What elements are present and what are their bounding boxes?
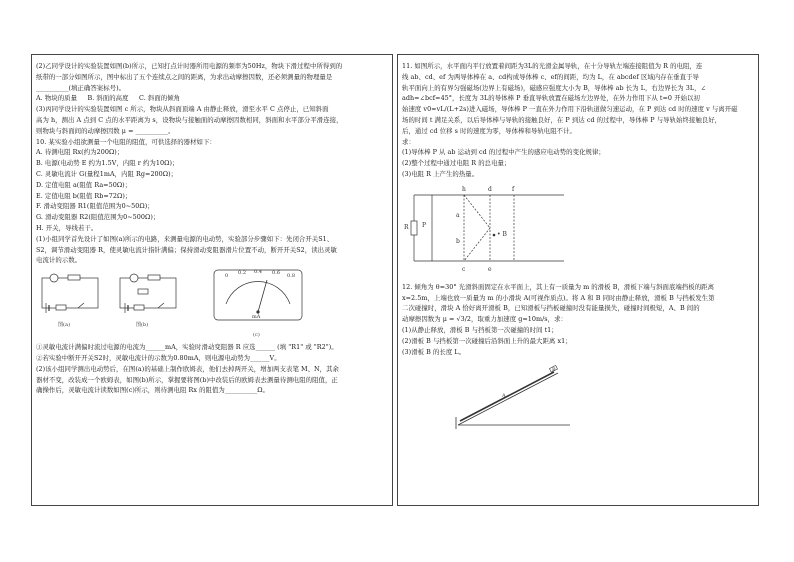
q12-line1: 12. 倾角为 θ=30° 光滑斜面固定在水平面上，其上有一质量为 m 的滑板 B，滑板下端与斜面底端挡板的距离 [402, 282, 715, 291]
label-B: • B [497, 230, 508, 238]
q10-item-b: B. 电源(电动势 E 约为1.5V，内阻 r 约为10Ω)； [36, 159, 179, 168]
dial-tick-0: 0 [225, 273, 229, 280]
q11-ask3: (3)电阻 R 上产生的热量。 [402, 169, 479, 178]
left-column [36, 61, 388, 396]
q11-line7: 后，通过 cd 位移 s 时的速度为零，导体棒和导轨电阻不计。 [402, 126, 576, 135]
q9-part3-line2: 高为 h，测出 A 点到 C 点的水平距离为 s，设物块与接触面的动摩擦因数相同，斜面和水平部分平滑连接， [36, 115, 343, 124]
q11-line3: 轨平面向上的有界匀强磁场(边界上有磁场)，磁感应强度大小为 B，导体棒 ab 长为 L，右边界长为 3L，∠ [402, 83, 706, 92]
q12-ask2: (2)滑板 B 与挡板第一次碰撞后沿斜面上升的最大距离 x1； [402, 336, 572, 345]
q10-stem: 10. 某实验小组欲测量一个电阻的阻值，可供选择的器材如下： [36, 137, 216, 146]
q9-part2-line2: 纸带的一部分如图所示，图中标出了五个连续点之间的距离，为求出动摩擦因数，还必须测量的物理量是 [36, 72, 333, 81]
dial-tick-4: 0.8 [287, 273, 296, 280]
circuit-diagram-b [116, 272, 180, 318]
q10-sub1: ①灵敏电流计满偏时流过电源的电流为______mA，实验时滑动变阻器 R 应选______ (填 "R1" 或 "R2")。 [36, 343, 338, 352]
label-a: a [456, 211, 460, 219]
q10-item-e: E. 定值电阻 b(阻值 Rb=72Ω)； [36, 191, 132, 200]
q9-part2-line1: (2)乙同学设计的实验装置如图(b)所示，已知打点计时器所用电源的频率为50Hz，物块下滑过程中所得到的 [36, 62, 343, 70]
q9-options: A. 物块的质量 B. 斜面的高度 C. 斜面的倾角 [36, 94, 181, 103]
dial-unit: mA [252, 314, 261, 321]
label-e: e [488, 265, 492, 273]
q12-incline-figure [402, 361, 754, 433]
q12-line2: x=2.5m，上端也放一质量为 m 的小滑块 A(可视作质点)。将 A 和 B 同时由静止释放，滑板 B 与挡板发生第 [402, 293, 715, 302]
q10-item-c: C. 灵敏电流计 G(量程1mA，内阻 Rg=200Ω)； [36, 169, 178, 178]
label-R: R [404, 223, 409, 231]
label-b: b [456, 237, 460, 245]
q10-item-g: G. 滑动变阻器 R2(阻值范围为0~500Ω)； [36, 213, 160, 222]
q12-line3: 二次碰撞时，滑块 A 恰好离开滑板 B，已知滑板与挡板碰撞时没有能量损失，碰撞时间极短，A、B 间的 [402, 304, 700, 313]
q10-figures [36, 268, 388, 338]
q11-line4: adh=∠bcf=45°，长度为 3L的导体棒 P 垂直导轨放置在磁场左边界处，在外力作用下从 t=0 开始以初 [402, 94, 700, 103]
q12-ask3: (3)滑板 B 的长度 L。 [402, 347, 466, 356]
label-d: d [488, 185, 492, 193]
q10-part2-line3: 确操作后，灵敏电流计读数如图(c)所示，则待测电阻 Rx 的阻值为__________Ω。 [36, 386, 270, 395]
dial-tick-1: 0.2 [238, 270, 247, 277]
figure-a-caption: 图(a) [58, 322, 71, 329]
dial-tick-3: 0.6 [272, 270, 281, 277]
q11-line6: 场的时间 t 满足关系，以后导体棒与导轨的接触良好，在 P 到达 cd 的过程中，导体棒 P 与导轨始终接触良好， [402, 115, 722, 124]
label-P: P [422, 221, 427, 229]
q11-ask1: (1)导体棒 P 从 ab 运动到 cd 的过程中产生的感应电动势的变化规律； [402, 148, 605, 157]
q11-line5: 始速度 v0=vL/(L+2s)进入磁场，导体棒 P 一直在外力作用下沿轨道做匀速运动，在 P 到达 cd 时的速度 v 与离开磁 [402, 105, 738, 114]
circuit-diagram-a [38, 272, 102, 318]
figure-b-caption: 图(b) [136, 322, 149, 329]
q11-ask2: (2)整个过程中通过电阻 R 的总电量； [402, 159, 511, 168]
q10-part1-line3: 电流计的示数。 [36, 256, 82, 265]
q10-item-f: F. 滑动变阻器 R1(阻值范围为0~50Ω)； [36, 202, 154, 211]
dial-tick-2: 0.4 [254, 269, 263, 276]
label-h: h [462, 185, 466, 193]
q9-part3-line1: (3)丙同学设计的实验装置如图 c 所示，物块从斜面顶端 A 由静止释放，滑至水平 C 点停止，已知斜面 [36, 105, 329, 114]
q11-line1: 11. 如图所示，水平面内平行放置着间距为3L的光滑金属导轨，在十分导轨左端连接阻值为 R 的电阻，连 [402, 62, 703, 70]
q10-part2-line2: 器材不变，改装成一个欧姆表，如图(b)所示，掌握要将图(b)中改装后的欧姆表去测量待测电阻的阻值，正 [36, 375, 338, 384]
q12-ask1: (1)从静止释放，滑板 B 与挡板第一次碰撞的时间 t1； [402, 325, 558, 334]
incline-label-A: A [502, 393, 506, 400]
incline-diagram [454, 361, 574, 431]
q10-part1-line1: (1)小组同学首先设计了如图(a)所示的电路，来测量电源的电动势，实验部分步骤如下：先闭合开关S1、 [36, 234, 334, 243]
incline-label-B: B [552, 367, 556, 374]
q11-line9: 求： [402, 137, 415, 146]
label-c: c [462, 265, 466, 273]
q11-line2: 线 ab、cd、ef 为两导体棒在 a、cd构成导体棒 c、ef的间距，均为 L，在 abcdef 区域内存在垂直于导 [402, 72, 699, 81]
q10-item-d: D. 定值电阻 a(阻值 Ra=50Ω)； [36, 180, 132, 189]
q10-part2-line1: (2)该小组同学测出电动势后，在图(a)的基础上制作欧姆表，他们去掉两开关，增加两支表笔 M、N，其余 [36, 364, 339, 373]
q11-rail-diagram [402, 183, 754, 279]
right-column [402, 61, 754, 433]
figure-c-caption: (c) [253, 332, 260, 339]
q10-item-h: H. 开关，导线若干。 [36, 223, 98, 232]
q10-item-a: A. 待测电阻 Rx(约为200Ω)； [36, 148, 124, 157]
rail-circuit-diagram [402, 183, 572, 279]
q10-part1-line2: S2，调节滑动变阻器 R，使灵敏电流计指针满偏；保持滑动变阻器滑片位置不动，断开开关S2，读出灵敏 [36, 245, 337, 254]
q9-part3-line3: 则物块与斜面间的动摩擦因数 μ = __________。 [36, 126, 175, 135]
q9-part2-line3: __________(填正确答案标号)。 [36, 83, 126, 92]
label-f: f [512, 185, 515, 193]
q10-sub2: ②若实验中断开开关S2时，灵敏电流计的示数为0.80mA，则电源电动势为______V。 [36, 353, 281, 362]
q12-line4: 动摩擦因数为 μ = √3/2，取重力加速度 g=10m/s，求： [402, 315, 567, 324]
